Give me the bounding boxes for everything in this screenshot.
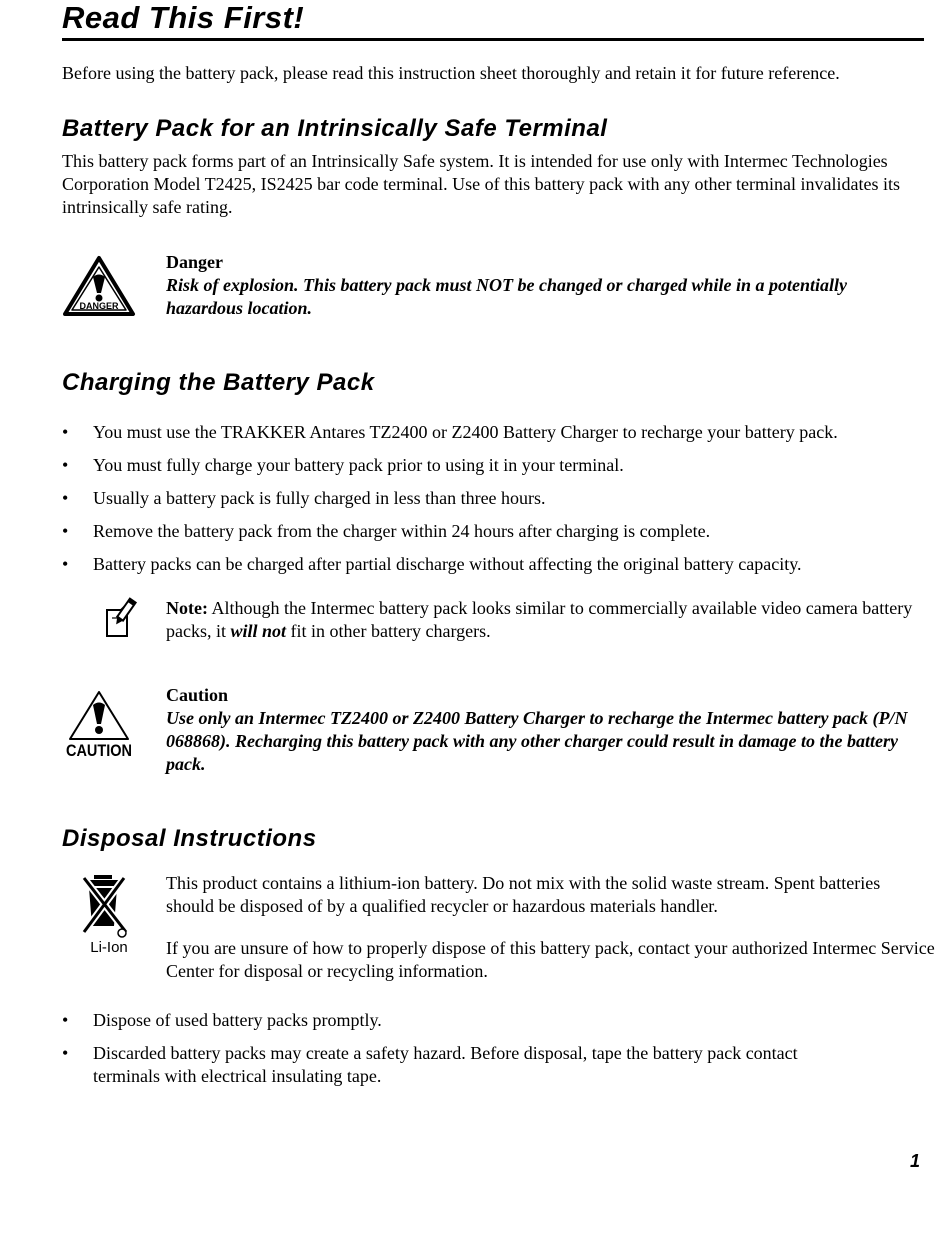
note-label: Note:	[166, 598, 208, 618]
list-item: • You must fully charge your battery pack prior to using it in your terminal.	[62, 455, 624, 475]
li-ion-label: Li-Ion	[90, 939, 128, 956]
section-heading-disposal: Disposal Instructions	[62, 825, 317, 852]
danger-icon	[62, 255, 136, 317]
caution-label: Caution	[166, 685, 229, 705]
section-heading-intrinsically-safe: Battery Pack for an Intrinsically Safe Terminal	[62, 115, 608, 142]
disposal-paragraph-2: If you are unsure of how to properly dispose of this battery pack, contact your authorized Intermec Service Center for disposal or recycling information.	[166, 938, 935, 981]
list-item: • Usually a battery pack is fully charged in less than three hours.	[62, 488, 546, 508]
list-item: • You must use the TRAKKER Antares TZ2400 or Z2400 Battery Charger to recharge your battery pack.	[62, 422, 838, 442]
note-text: Note: Although the Intermec battery pack looks similar to commercially available video camera battery packs, it will not fit in other battery chargers.	[166, 598, 913, 641]
page-number: 1	[909, 1151, 920, 1171]
caution-icon-label: CAUTION	[66, 741, 132, 760]
caution-text: Use only an Intermec TZ2400 or Z2400 Battery Charger to recharge the Intermec battery pack (P/N 068868). Recharging this battery pack with any other charger could result in damage to the battery pack.	[166, 708, 908, 774]
danger-icon-label: DANGER	[79, 301, 119, 311]
bullet-glyph: •	[62, 1010, 69, 1030]
list-item: • Dispose of used battery packs promptly.	[62, 1010, 382, 1030]
section1-body: This battery pack forms part of an Intrinsically Safe system. It is intended for use only with Intermec Technologies Corporation Model T2425, IS2425 bar code terminal. Use of this battery pack with any other terminal invalidates its intrinsically safe rating.	[62, 151, 900, 217]
bullet-glyph: •	[62, 422, 69, 442]
list-item: • Discarded battery packs may create a safety hazard. Before disposal, tape the battery pack contact terminals with electrical insulating tape.	[62, 1043, 798, 1086]
charging-bullet-list	[62, 421, 928, 576]
bullet-glyph: •	[62, 521, 69, 541]
list-item: • Remove the battery pack from the charger within 24 hours after charging is complete.	[62, 521, 711, 541]
caution-icon	[62, 689, 136, 761]
bullet-glyph: •	[62, 488, 69, 508]
intro-paragraph: Before using the battery pack, please read this instruction sheet thoroughly and retain it for future reference.	[62, 63, 840, 83]
list-item: • Battery packs can be charged after partial discharge without affecting the original battery capacity.	[62, 554, 802, 574]
note-emphasis: will not	[230, 621, 287, 641]
disposal-paragraph-1: This product contains a lithium-ion battery. Do not mix with the solid waste stream. Spent batteries should be disposed of by a qualified recycler or hazardous materials handler.	[166, 873, 881, 916]
page-title: Read This First!	[62, 0, 924, 41]
disposal-bullet-list	[62, 1009, 928, 1088]
section-heading-charging: Charging the Battery Pack	[62, 369, 375, 396]
crossed-bin-icon	[80, 872, 138, 960]
danger-text: Risk of explosion. This battery pack must NOT be changed or charged while in a potentially hazardous location.	[166, 275, 848, 318]
note-pencil-icon	[102, 596, 138, 640]
bullet-glyph: •	[62, 1043, 69, 1063]
danger-label: Danger	[166, 252, 223, 272]
bullet-glyph: •	[62, 554, 69, 574]
bullet-glyph: •	[62, 455, 69, 475]
